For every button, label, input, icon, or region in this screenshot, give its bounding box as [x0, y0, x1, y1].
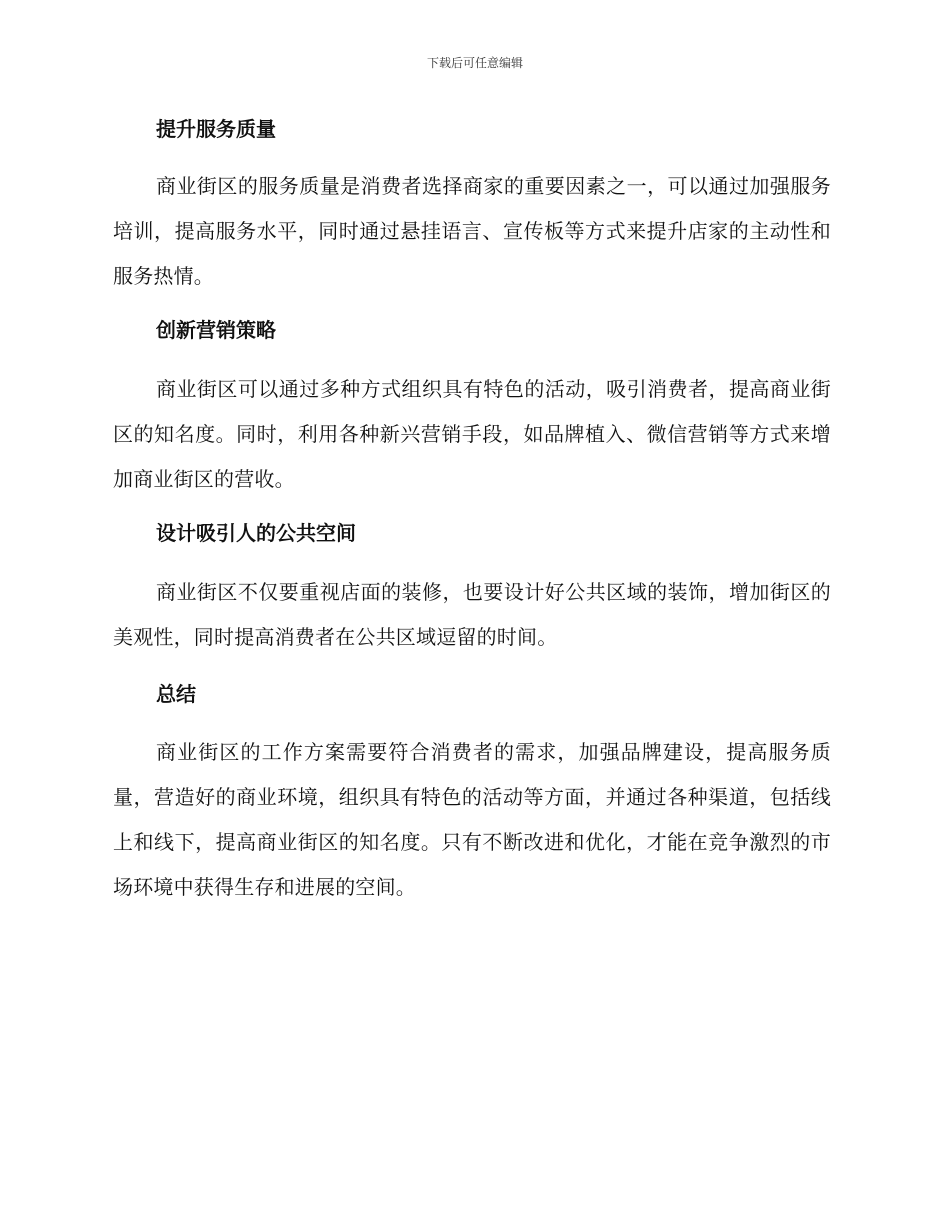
page-header: 下载后可任意编辑: [426, 56, 523, 70]
section-heading-marketing: 创新营销策略: [156, 318, 276, 342]
section-paragraph-service-quality: 商业街区的服务质量是消费者选择商家的重要因素之一，可以通过加强服务培训，提高服务水平，同时通过悬挂语言、宣传板等方式来提升店家的主动性和服务热情。: [113, 174, 831, 288]
section-paragraph-marketing: 商业街区可以通过多种方式组织具有特色的活动，吸引消费者，提高商业街区的知名度。同时，利用各种新兴营销手段，如品牌植入、微信营销等方式来增加商业街区的营收。: [113, 377, 831, 491]
section-paragraph-summary: 商业街区的工作方案需要符合消费者的需求，加强品牌建设，提高服务质量，营造好的商业环境，组织具有特色的活动等方面，并通过各种渠道，包括线上和线下，提高商业街区的知名度。只有不断改进和优化，才能在竞争激烈的市场环境中获得生存和进展的空间。: [113, 740, 831, 899]
section-paragraph-public-space: 商业街区不仅要重视店面的装修，也要设计好公共区域的装饰，增加街区的美观性，同时提高消费者在公共区域逗留的时间。: [113, 580, 831, 649]
section-heading-public-space: 设计吸引人的公共空间: [156, 521, 356, 545]
section-heading-summary: 总结: [156, 682, 196, 706]
document-body: [113, 112, 831, 910]
section-heading-service-quality: 提升服务质量: [156, 117, 276, 141]
